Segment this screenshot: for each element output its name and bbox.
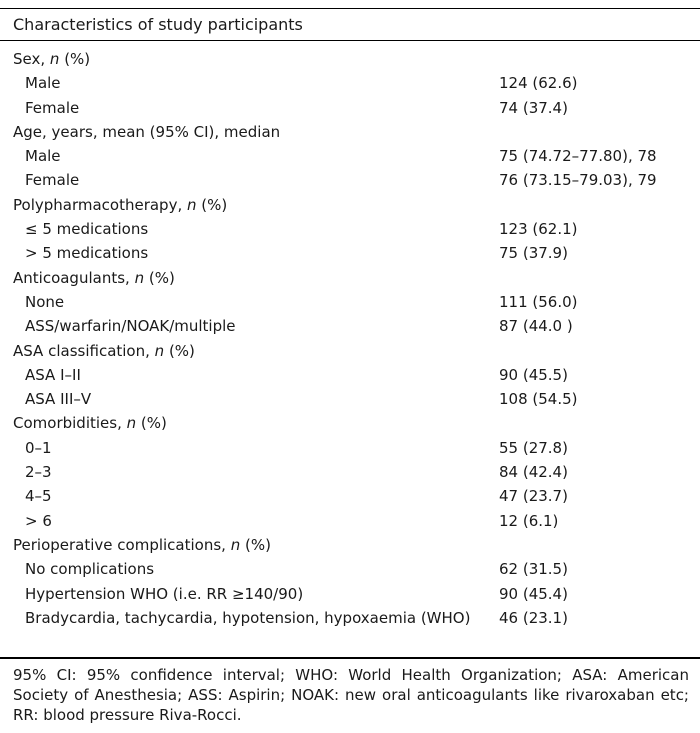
category-label bbox=[13, 342, 473, 360]
category-label bbox=[13, 123, 473, 141]
table-body bbox=[0, 50, 700, 647]
label-text: 2–3 bbox=[25, 463, 52, 482]
label-text: Bradycardia, tachycardia, hypotension, hypoxaemia (WHO) bbox=[25, 608, 471, 627]
table-title: Characteristics of study participants bbox=[13, 15, 303, 34]
table-row bbox=[0, 585, 700, 609]
table-row bbox=[0, 560, 700, 584]
table-row bbox=[0, 439, 700, 463]
row-label bbox=[25, 171, 485, 189]
label-text: ASA III–V bbox=[25, 390, 92, 409]
label-suffix: (%) bbox=[136, 414, 167, 433]
label-text: ASA classification, bbox=[13, 341, 155, 360]
row-value: 108 (54.5) bbox=[499, 390, 578, 409]
table-row bbox=[0, 512, 700, 536]
label-text: Hypertension WHO (i.e. RR ≥140/90) bbox=[25, 584, 304, 603]
table-row bbox=[0, 390, 700, 414]
label-text: ASS/warfarin/NOAK/multiple bbox=[25, 317, 236, 336]
label-italic: n bbox=[134, 268, 145, 287]
row-label bbox=[25, 317, 485, 335]
label-text: Comorbidities, bbox=[13, 414, 127, 433]
label-text: Female bbox=[25, 171, 80, 190]
category-row bbox=[0, 269, 700, 293]
category-row bbox=[0, 196, 700, 220]
row-value: 123 (62.1) bbox=[499, 220, 578, 239]
table-row bbox=[0, 366, 700, 390]
row-label bbox=[25, 74, 485, 92]
top-rule bbox=[0, 8, 700, 9]
row-label bbox=[25, 585, 485, 603]
label-suffix: (%) bbox=[59, 50, 91, 68]
label-suffix: (%) bbox=[196, 195, 228, 214]
table-footnote: 95% CI: 95% confidence interval; WHO: World Health Organization; ASA: American Society of Anesthesia; ASS: Aspirin; NOAK: new oral anticoagulants like rivaroxaban etc; RR: blood pressure Riva-Rocci. bbox=[13, 666, 689, 724]
row-value: 74 (37.4) bbox=[499, 98, 568, 117]
row-value: 124 (62.6) bbox=[499, 74, 578, 93]
category-row bbox=[0, 342, 700, 366]
row-label bbox=[25, 220, 485, 238]
row-label bbox=[25, 99, 485, 117]
label-italic: n bbox=[154, 341, 165, 360]
row-label bbox=[25, 609, 485, 627]
label-suffix: (%) bbox=[240, 535, 271, 554]
category-label bbox=[13, 536, 473, 554]
table-row bbox=[0, 99, 700, 123]
table-row bbox=[0, 487, 700, 511]
label-text: Sex, bbox=[13, 50, 50, 68]
row-value: 55 (27.8) bbox=[499, 438, 568, 457]
label-text: Anticoagulants, bbox=[13, 268, 135, 287]
table-row bbox=[0, 244, 700, 268]
label-text: 4–5 bbox=[25, 487, 52, 506]
label-text: Polypharmacotherapy, bbox=[13, 195, 187, 214]
row-label bbox=[25, 463, 485, 481]
label-text: Male bbox=[25, 74, 61, 93]
table-row bbox=[0, 293, 700, 317]
row-label bbox=[25, 366, 485, 384]
row-value: 12 (6.1) bbox=[499, 511, 559, 530]
label-text: ASA I–II bbox=[25, 365, 81, 384]
label-italic: n bbox=[126, 414, 137, 433]
row-value: 90 (45.5) bbox=[499, 365, 568, 384]
row-value: 76 (73.15–79.03), 79 bbox=[499, 171, 657, 190]
row-value: 90 (45.4) bbox=[499, 584, 568, 603]
table-row bbox=[0, 220, 700, 244]
row-value: 111 (56.0) bbox=[499, 292, 578, 311]
row-value: 75 (74.72–77.80), 78 bbox=[499, 147, 657, 166]
table-row bbox=[0, 317, 700, 341]
row-label bbox=[25, 487, 485, 505]
table-row bbox=[0, 147, 700, 171]
label-text: > 6 bbox=[25, 511, 52, 530]
category-label bbox=[13, 269, 473, 287]
row-label bbox=[25, 512, 485, 530]
row-label bbox=[25, 244, 485, 262]
row-value: 46 (23.1) bbox=[499, 608, 568, 627]
row-label bbox=[25, 147, 485, 165]
label-text: Age, years, mean (95% CI), median bbox=[13, 122, 281, 141]
row-value: 75 (37.9) bbox=[499, 244, 568, 263]
label-text: No complications bbox=[25, 560, 155, 579]
table-row bbox=[0, 74, 700, 98]
table-row bbox=[0, 609, 700, 647]
category-label bbox=[13, 196, 473, 214]
label-suffix: (%) bbox=[144, 268, 175, 287]
category-label bbox=[13, 414, 473, 432]
row-value: 84 (42.4) bbox=[499, 463, 568, 482]
bottom-rule bbox=[0, 657, 700, 659]
label-text: Male bbox=[25, 147, 61, 166]
row-value: 47 (23.7) bbox=[499, 487, 568, 506]
row-value: 62 (31.5) bbox=[499, 560, 568, 579]
label-text: Perioperative complications, bbox=[13, 535, 231, 554]
label-text: > 5 medications bbox=[25, 244, 149, 263]
row-label bbox=[25, 439, 485, 457]
label-text: 0–1 bbox=[25, 438, 52, 457]
label-text: None bbox=[25, 292, 65, 311]
label-italic: n bbox=[230, 535, 241, 554]
label-italic: n bbox=[49, 50, 60, 68]
category-row bbox=[0, 50, 700, 74]
table-row bbox=[0, 171, 700, 195]
row-label bbox=[25, 390, 485, 408]
row-label bbox=[25, 560, 485, 578]
table-row bbox=[0, 463, 700, 487]
label-suffix: (%) bbox=[164, 341, 195, 360]
label-text: ≤ 5 medications bbox=[25, 220, 149, 239]
category-label bbox=[13, 50, 473, 68]
category-row bbox=[0, 123, 700, 147]
category-row bbox=[0, 536, 700, 560]
label-text: Female bbox=[25, 98, 80, 117]
category-row bbox=[0, 414, 700, 438]
row-label bbox=[25, 293, 485, 311]
header-rule bbox=[0, 40, 700, 41]
row-value: 87 (44.0 ) bbox=[499, 317, 573, 336]
label-italic: n bbox=[187, 195, 197, 214]
